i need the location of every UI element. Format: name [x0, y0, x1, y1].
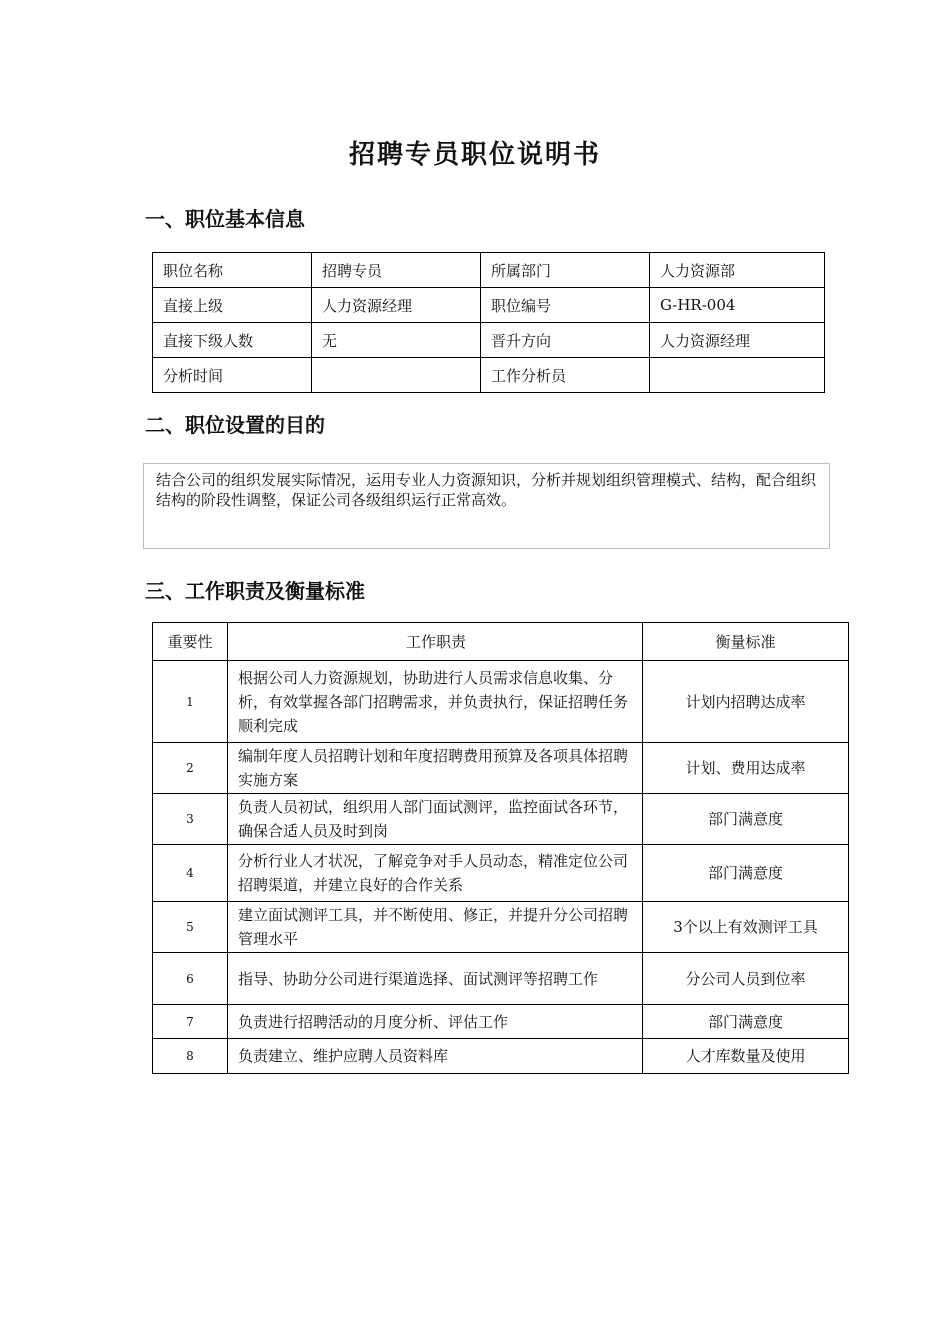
table-row	[153, 288, 825, 323]
standard-cell: 部门满意度	[643, 845, 849, 902]
header-standard: 衡量标准	[643, 623, 849, 661]
importance-cell: 5	[153, 902, 228, 953]
standard-cell: 计划内招聘达成率	[643, 661, 849, 743]
importance-cell: 6	[153, 953, 228, 1005]
importance-cell: 7	[153, 1005, 228, 1039]
table-cell	[650, 358, 825, 393]
standard-cell: 计划、费用达成率	[643, 743, 849, 794]
table-cell: 人力资源部	[650, 253, 825, 288]
standard-cell: 人才库数量及使用	[643, 1039, 849, 1074]
standard-cell: 部门满意度	[643, 794, 849, 845]
table-cell: 无	[312, 323, 481, 358]
importance-cell: 8	[153, 1039, 228, 1074]
importance-cell: 4	[153, 845, 228, 902]
table-cell: 职位名称	[153, 253, 312, 288]
table-cell: G-HR-004	[650, 288, 825, 323]
table-header-row	[153, 623, 849, 661]
duty-cell: 负责进行招聘活动的月度分析、评估工作	[228, 1005, 643, 1039]
basic-info-table	[152, 252, 825, 393]
section-heading-basic-info: 一、职位基本信息	[145, 207, 305, 231]
duty-cell: 根据公司人力资源规划，协助进行人员需求信息收集、分析，有效掌握各部门招聘需求，并负责执行，保证招聘任务顺利完成	[228, 661, 643, 743]
duty-cell: 分析行业人才状况，了解竞争对手人员动态，精准定位公司招聘渠道，并建立良好的合作关系	[228, 845, 643, 902]
table-row	[153, 1039, 849, 1074]
document-title: 招聘专员职位说明书	[348, 140, 601, 170]
table-cell: 直接下级人数	[153, 323, 312, 358]
table-row	[153, 845, 849, 902]
standard-cell: 3个以上有效测评工具	[643, 902, 849, 953]
importance-cell: 2	[153, 743, 228, 794]
table-cell: 招聘专员	[312, 253, 481, 288]
table-cell	[312, 358, 481, 393]
table-row	[153, 794, 849, 845]
table-row	[153, 323, 825, 358]
section-heading-purpose: 二、职位设置的目的	[145, 413, 325, 437]
table-row	[153, 902, 849, 953]
duty-cell: 负责建立、维护应聘人员资料库	[228, 1039, 643, 1074]
table-cell: 工作分析员	[481, 358, 650, 393]
duty-cell: 建立面试测评工具，并不断使用、修正，并提升分公司招聘管理水平	[228, 902, 643, 953]
table-row	[153, 661, 849, 743]
table-row	[153, 358, 825, 393]
duty-cell: 指导、协助分公司进行渠道选择、面试测评等招聘工作	[228, 953, 643, 1005]
header-importance: 重要性	[153, 623, 228, 661]
standard-cell: 部门满意度	[643, 1005, 849, 1039]
header-duty: 工作职责	[228, 623, 643, 661]
table-cell: 所属部门	[481, 253, 650, 288]
table-cell: 晋升方向	[481, 323, 650, 358]
standard-cell: 分公司人员到位率	[643, 953, 849, 1005]
table-cell: 人力资源经理	[650, 323, 825, 358]
duty-cell: 编制年度人员招聘计划和年度招聘费用预算及各项具体招聘实施方案	[228, 743, 643, 794]
section-heading-duties: 三、工作职责及衡量标准	[145, 579, 365, 603]
table-row	[153, 1005, 849, 1039]
duties-table	[152, 622, 849, 1074]
purpose-text-box: 结合公司的组织发展实际情况，运用专业人力资源知识，分析并规划组织管理模式、结构，配合组织结构的阶段性调整，保证公司各级组织运行正常高效。	[143, 463, 830, 549]
table-row	[153, 743, 849, 794]
table-row	[153, 253, 825, 288]
duty-cell: 负责人员初试，组织用人部门面试测评，监控面试各环节，确保合适人员及时到岗	[228, 794, 643, 845]
table-row	[153, 953, 849, 1005]
importance-cell: 3	[153, 794, 228, 845]
importance-cell: 1	[153, 661, 228, 743]
table-cell: 直接上级	[153, 288, 312, 323]
table-cell: 分析时间	[153, 358, 312, 393]
table-cell: 职位编号	[481, 288, 650, 323]
table-cell: 人力资源经理	[312, 288, 481, 323]
